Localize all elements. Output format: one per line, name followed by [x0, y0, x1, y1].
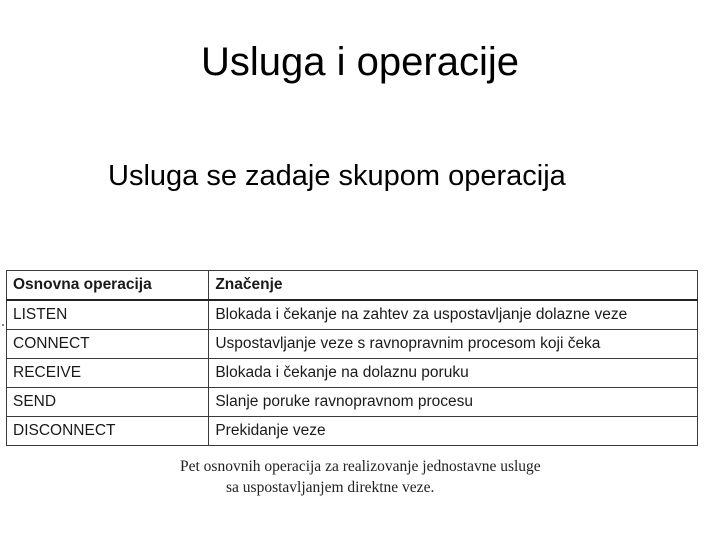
operation-cell: DISCONNECT: [7, 417, 209, 446]
meaning-cell: Prekidanje veze: [209, 417, 698, 446]
operation-cell: LISTEN: [7, 300, 209, 330]
caption-line-2: sa uspostavljanjem direktne veze.: [226, 479, 435, 496]
meaning-cell: Slanje poruke ravnopravnom procesu: [209, 388, 698, 417]
table-row: [7, 388, 698, 417]
operation-cell: SEND: [7, 388, 209, 417]
caption-line-1: Pet osnovnih operacija za realizovanje jednostavne usluge: [180, 458, 541, 475]
scanned-figure: [0, 262, 720, 502]
meaning-cell: Blokada i čekanje na dolaznu poruku: [209, 359, 698, 388]
table-header-row: [7, 271, 698, 301]
operation-cell: RECEIVE: [7, 359, 209, 388]
table-row: [7, 330, 698, 359]
table-row: [7, 417, 698, 446]
slide-subtitle: Usluga se zadaje skupom operacija: [108, 160, 566, 192]
header-operation: Osnovna operacija: [7, 271, 209, 301]
header-meaning: Značenje: [209, 271, 698, 301]
table-row: [7, 359, 698, 388]
operation-cell: CONNECT: [7, 330, 209, 359]
figure-caption: [180, 456, 650, 498]
scan-speck: [2, 324, 4, 326]
operations-table: [6, 270, 698, 446]
table-row: [7, 300, 698, 330]
slide-title: Usluga i operacije: [201, 40, 519, 84]
meaning-cell: Blokada i čekanje na zahtev za uspostavljanje dolazne veze: [209, 300, 698, 330]
meaning-cell: Uspostavljanje veze s ravnopravnim procesom koji čeka: [209, 330, 698, 359]
